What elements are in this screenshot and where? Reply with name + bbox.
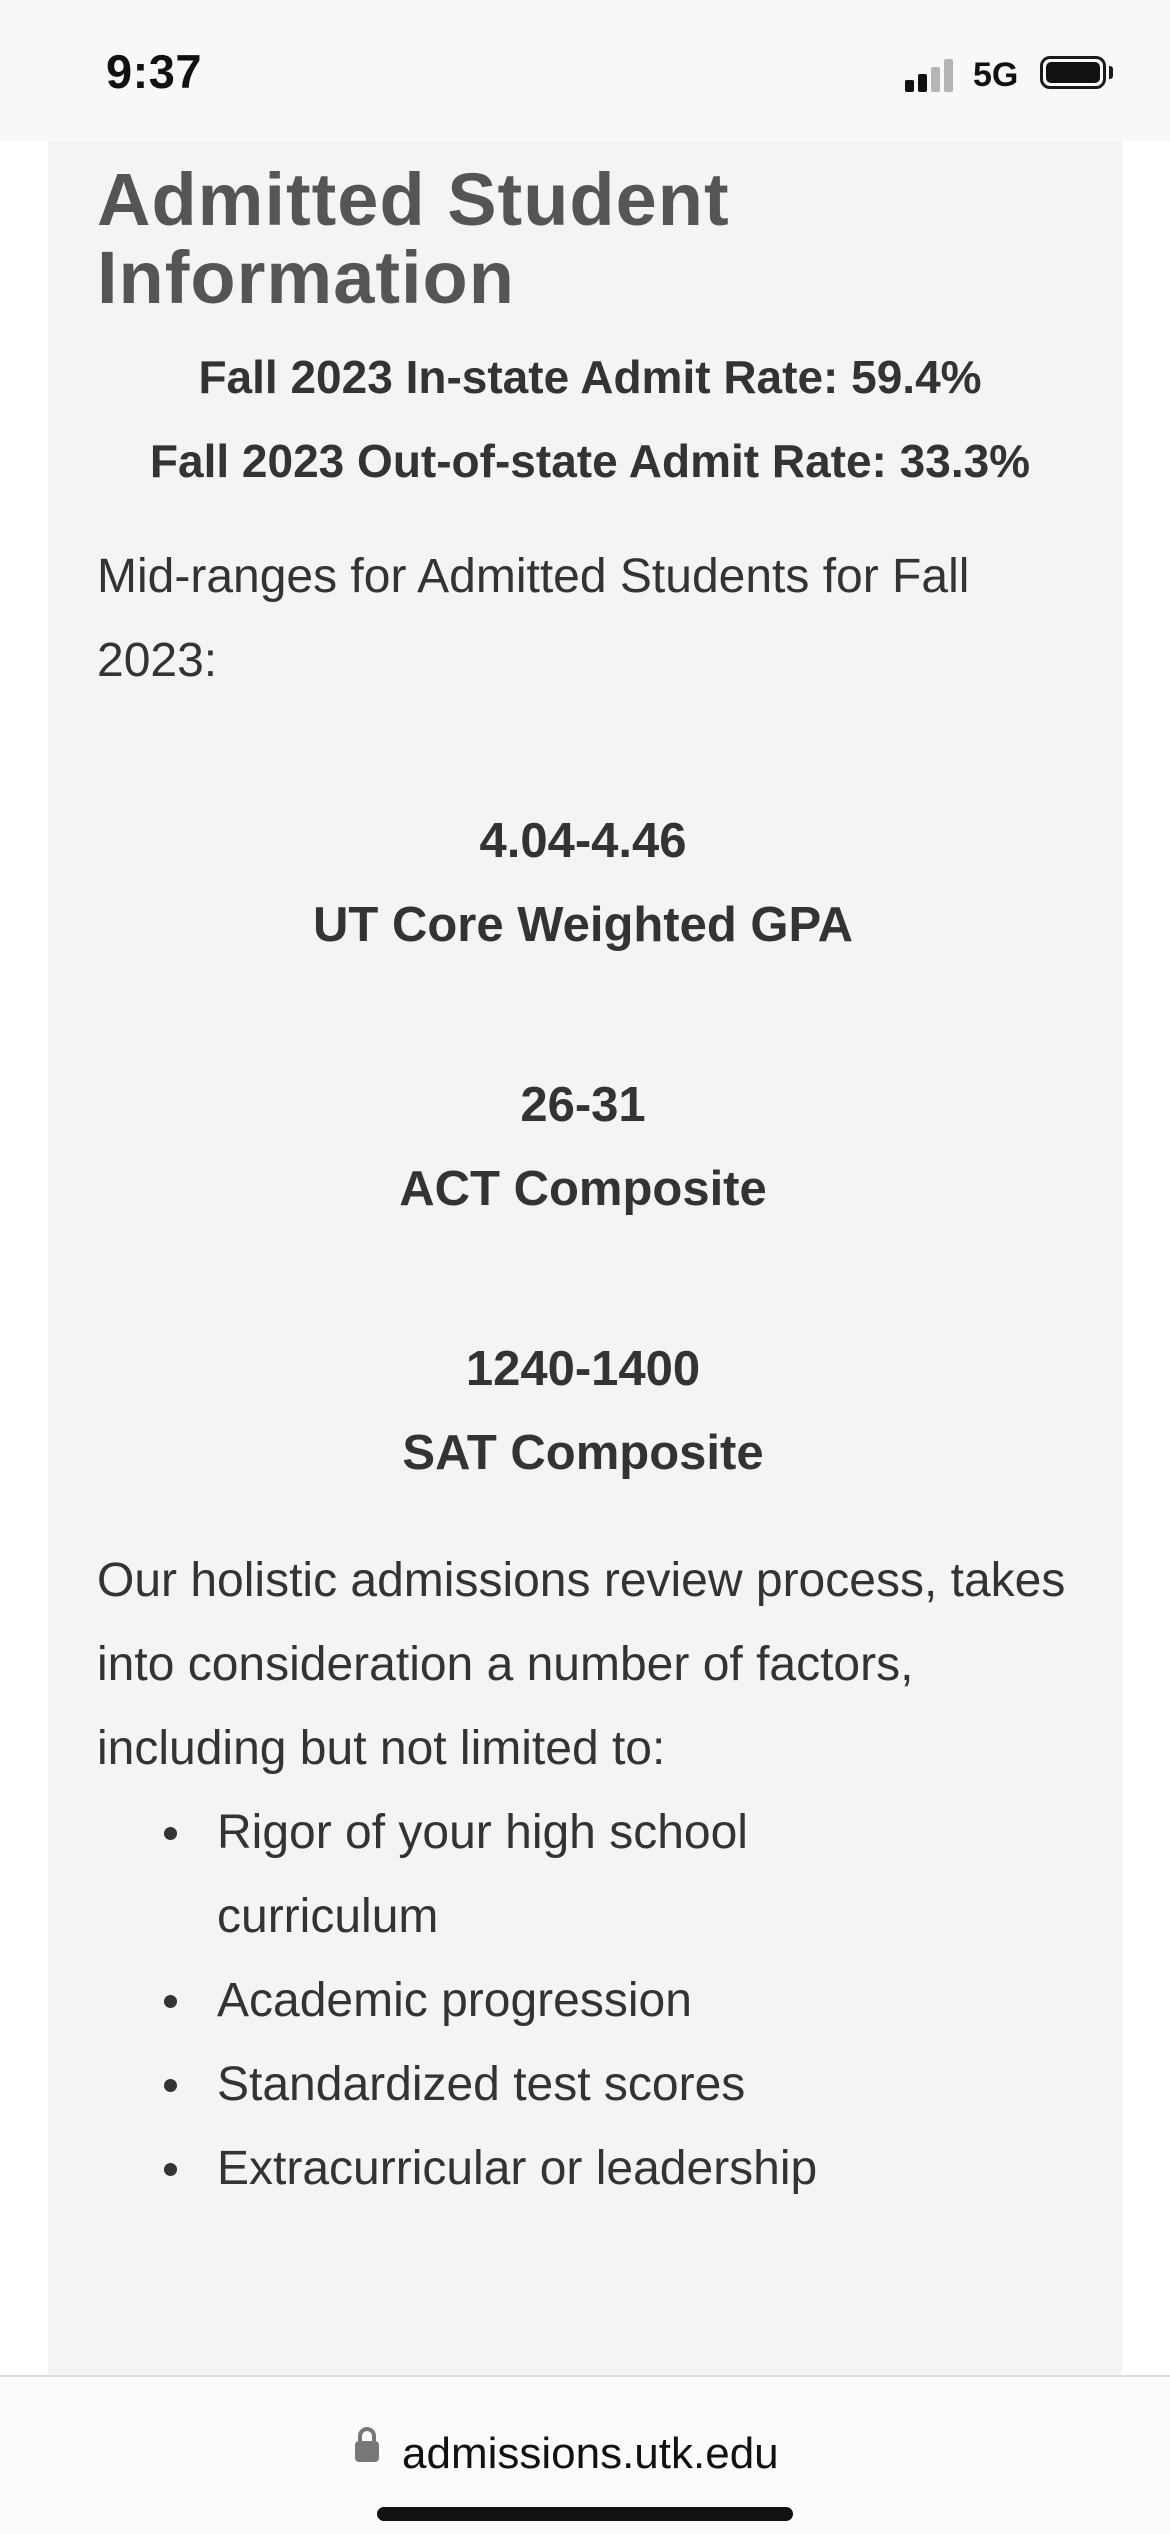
network-type: 5G (973, 56, 1019, 94)
browser-address-bar[interactable] (0, 2375, 1170, 2534)
url-text[interactable]: admissions.utk.edu (402, 2429, 779, 2478)
midrange-intro: Mid-ranges for Admitted Students for Fall 2023: (97, 550, 970, 687)
list-item-text: Standardized test scores (217, 2058, 746, 2111)
home-indicator[interactable] (377, 2507, 793, 2521)
stat-act (97, 1063, 1069, 1231)
stat-value: 4.04-4.46 (479, 814, 687, 868)
page-heading: Admitted Student Information (97, 158, 730, 319)
stat-label: SAT Composite (402, 1426, 764, 1480)
in-state-admit-rate: Fall 2023 In-state Admit Rate: 59.4% (198, 351, 982, 403)
battery-cap (1109, 66, 1113, 79)
list-item (97, 1791, 977, 1959)
bullet-icon (164, 1827, 177, 1840)
factor-list (97, 1791, 1097, 2211)
admit-rates (85, 335, 1095, 503)
cellular-signal-icon (905, 58, 955, 92)
holistic-review-text: Our holistic admissions review process, takes into consideration a number of factors, including but not limited to: (97, 1554, 1066, 1775)
stat-label: UT Core Weighted GPA (313, 898, 853, 952)
bullet-icon (164, 2079, 177, 2092)
list-item (97, 1959, 977, 2043)
stat-value: 1240-1400 (465, 1342, 701, 1396)
list-item-text: Rigor of your high school curriculum (217, 1806, 748, 1943)
status-bar (0, 0, 1170, 141)
bullet-icon (164, 2163, 177, 2176)
stat-label: ACT Composite (399, 1162, 767, 1216)
list-item (97, 2043, 977, 2127)
list-item-text: Extracurricular or leadership (217, 2142, 818, 2195)
list-item (97, 2127, 977, 2211)
stat-value: 26-31 (520, 1078, 646, 1132)
lock-icon (354, 2425, 380, 2463)
list-item-text: Academic progression (217, 1974, 692, 2027)
battery-fill (1046, 62, 1100, 83)
battery-icon (1040, 56, 1106, 89)
out-of-state-admit-rate: Fall 2023 Out-of-state Admit Rate: 33.3% (149, 435, 1031, 487)
stat-sat (97, 1327, 1069, 1495)
status-time: 9:37 (106, 45, 203, 98)
admitted-info-card (48, 141, 1122, 2391)
card-inner (97, 141, 1097, 2211)
bullet-icon (164, 1995, 177, 2008)
stat-gpa (97, 799, 1069, 967)
